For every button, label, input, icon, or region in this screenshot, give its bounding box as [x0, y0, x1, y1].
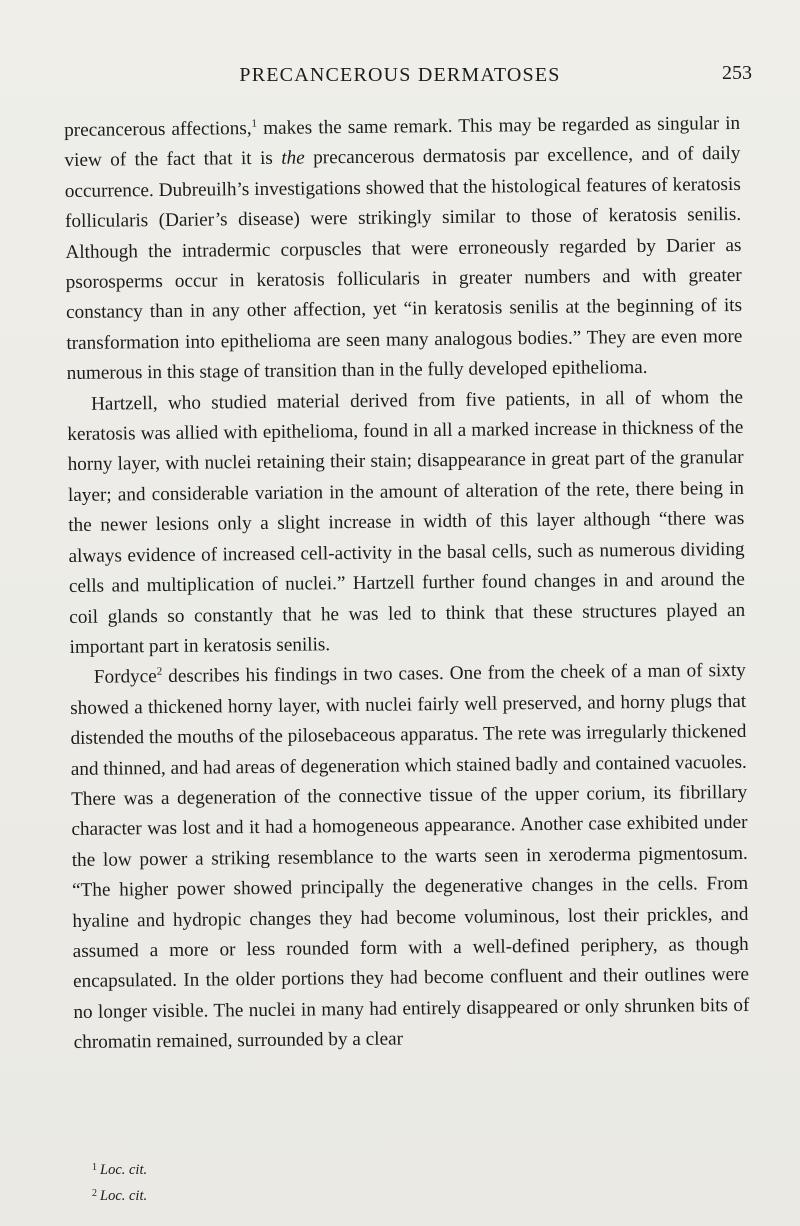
emphasis: the: [281, 147, 305, 170]
footnote-2: $^2$ Loc. cit.: [92, 1188, 148, 1204]
footnote-1: $^1$ Loc. cit.: [92, 1162, 148, 1178]
body-text: [64, 109, 750, 1059]
paragraph-3: Fordyce$^2$ describes his findings in two cases. One from the cheek of a man of sixty showed a thickened horny layer, with nuclei fairly well preserved, and horny plugs that distended the mouths of the pilosebaceous apparatus. The rete was irregularly thickened and thinned, and had areas of degeneration which stained badly and contained vacuoles. There was a degeneration of the connective tissue of the upper corium, its fibrillary character was lost and it had a homogeneous appearance. Another case exhibited under the low power a striking resemblance to the warts seen in xeroderma pigmentosum. “The higher power showed principally the degenerative changes in the cells. From hyaline and hydropic changes they had become voluminous, lost their prickles, and assumed a more or less rounded form with a well-defined periphery, as though encapsulated. In the older portions they had become confluent and their outlines were no longer visible. The nuclei in many had entirely disappeared or only shrunken bits of chromatin remained, surrounded by a clear: [70, 660, 750, 1054]
footnote-ref-2: 2: [156, 665, 163, 678]
footnote-ref-1: 1: [251, 117, 258, 130]
running-title: PRECANCEROUS DERMATOSES: [239, 64, 561, 86]
paragraph-2: Hartzell, who studied material derived from five patients, in all of whom the keratosis was allied with epithelioma, found in all a marked increase in thickness of the horny layer, with nuclei retaining their stain; disappearance in great part of the granular layer; and considerable variation in the amount of alteration of the rete, there being in the newer lesions only a slight increase in width of this layer although “there was always evidence of increased cell-activity in the basal cells, such as numerous dividing cells and multiplication of nuclei.” Hartzell further found changes in and around the coil glands so constantly that he was led to think that these structures played an important part in keratosis senilis.: [67, 386, 746, 658]
footnotes: [92, 1156, 147, 1208]
page-header: [0, 62, 800, 102]
page-number: 253: [722, 62, 752, 84]
paragraph-1: precancerous affections,$^1$ makes the same remark. This may be regarded as singular in view of the fact that it is the precancerous dermatosis par excellence, and of daily occurrence. Dubreuilh’s investigations showed that the histological features of keratosis follicularis (Darier’s disease) were strikingly similar to those of keratosis senilis. Although the intradermic corpuscles that were erroneously regarded by Darier as psorosperms occur in keratosis follicularis in greater numbers and with greater constancy than in any other affection, yet “in keratosis senilis at the beginning of its transformation into epithelioma are seen many analogous bodies.” They are even more numerous in this stage of transition than in the fully developed epithelioma.: [64, 112, 743, 385]
